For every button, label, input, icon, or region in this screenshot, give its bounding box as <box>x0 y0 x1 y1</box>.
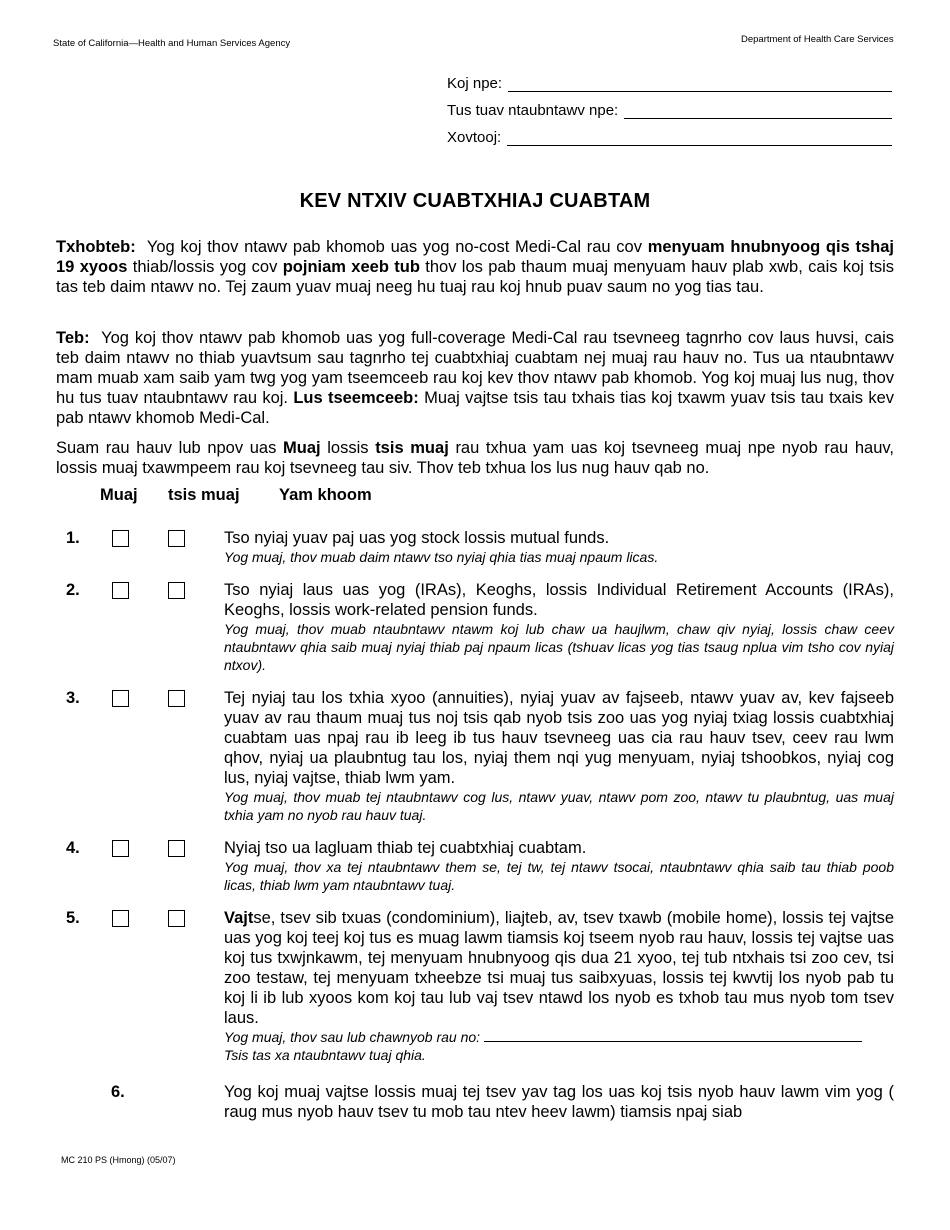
p2-text-c: Muaj vajtse tsis tau txhais tias koj txawm yuav tsis tau txais kev pab ntawv khomob Medi-Cal. <box>56 389 894 427</box>
p3-bold-b: Muaj <box>283 439 321 457</box>
p1-bold-d: pojniam xeeb tub <box>282 258 420 276</box>
item-text: Yog koj muaj vajtse lossis muaj tej tsev yav tag los uas koj tsis nyob hauv lawm vim yog ( raug mus nyob hauv tsev tu mob tau ntev heev lawm) tiamsis npaj siab <box>224 1083 894 1121</box>
item-text: Nyiaj tso ua lagluam thiab tej cuabtxhiaj cuabtam. <box>224 839 587 857</box>
address-input-line[interactable] <box>484 1029 862 1042</box>
phone-field <box>447 129 892 146</box>
yes-checkbox-3[interactable] <box>112 690 129 707</box>
department-header: Department of Health Care Services <box>741 34 894 45</box>
p1-text-a: Yog koj thov ntawv pab khomob uas yog no-cost Medi-Cal rau cov <box>146 238 642 256</box>
item-text: Tej nyiaj tau los txhia xyoo (annuities), nyiaj yuav av fajseeb, ntawv yuav av, kev fajseeb yuav av rau thaum muaj tus noj tsis qab nyob tsis zoo uas yog nyiaj txiag lossis cuabtxhiaj cuabtam uas npaj rau ib leeg ib tus hauv tsevneeg uas cia rau hauv tsev, ceev rau lwm qhov, nyiaj ua plaubntug tau los, nyiaj them nqi yug menyuam, nyiaj tshoobkos, nyiaj cog lus, nyiaj vajtse, thiab lwm yam. <box>224 689 894 787</box>
name-input-line[interactable] <box>508 77 892 92</box>
p3-text-a: Suam rau hauv lub npov uas <box>56 439 277 457</box>
item-number: 5. <box>66 909 80 927</box>
intro-paragraph-1 <box>56 237 894 297</box>
phone-input-line[interactable] <box>507 131 892 146</box>
p2-bold-b: Lus tseemceeb: <box>293 389 419 407</box>
yes-checkbox-4[interactable] <box>112 840 129 857</box>
item-note: Yog muaj, thov muab tej ntaubntawv cog lus, ntawv yuav, ntawv pom zoo, ntawv tu plaubntug, uas muaj txhia yam no nyob rau hauv tuaj. <box>224 789 894 823</box>
item-note-address <box>224 1028 894 1046</box>
item-note: Yog muaj, thov muab ntaubntawv ntawm koj lub chaw ua haujlwm, chaw qiv nyiaj, lossis chaw ceev ntaubntawv qhia saib muaj nyiaj thiab paj npaum licas (tshuav licas yog tias tsaug nplua vim tsho cov nyiaj ntxov). <box>224 621 894 673</box>
item-1 <box>224 528 894 566</box>
intro-paragraph-2 <box>56 328 894 428</box>
column-header-item: Yam khoom <box>279 486 372 504</box>
p2-text-a: Yog koj thov ntawv pab khomob uas yog full-coverage Medi-Cal rau tsevneeg tagnrho cov laus huvsi, cais teb daim ntawv no thiab yuavtsum sau tagnrho tej cuabtxhiaj cuabtam nej muaj rau hauv no. Tus ua ntaubntawv mam muab xam saib yam twg yog yam tseemceeb rau koj kev thov ntawv pab khomob. Yog koj muaj lus nug, thov hu tus tuav ntaubntawv rau koj. <box>56 329 894 407</box>
item-number: 1. <box>66 529 80 547</box>
item-number: 2. <box>66 581 80 599</box>
item-text: se, tsev sib txuas (condominium), liajteb, av, tsev txawb (mobile home), lossis tej vajtse uas yog koj teej koj tus es muag lawm tiamsis koj tseem nyob rau hauv, lossis tej vajtse uas koj tus txwjnkawm, tej menyuam hnubnyoog qis dua 21 xyoo, tej tub ntxhais tsi zoo cev, tsi zoo testaw, tej menyuam txheebze tsi muaj tus saibxyuas, lossis tej kwvtij los nyob pab tu koj li ib lub xyoos kom koj tau lub vaj tsev ntawd los nyob es txhob tau mus nyob tom tsev laus. <box>224 909 894 1027</box>
p3-text-c: lossis <box>327 439 369 457</box>
item-3 <box>224 688 894 824</box>
item-text-bold: Vajt <box>224 909 254 927</box>
address-label: Yog muaj, thov sau lub chawnyob rau no: <box>224 1029 481 1045</box>
item-number: 3. <box>66 689 80 707</box>
yes-checkbox-5[interactable] <box>112 910 129 927</box>
column-header-no: tsis muaj <box>168 486 240 504</box>
item-note-2: Tsis tas xa ntaubntawv tuaj qhia. <box>224 1047 426 1063</box>
no-checkbox-2[interactable] <box>168 582 185 599</box>
p3-text-e: rau txhua yam uas koj tsevneeg muaj npe nyob rau hauv, lossis muaj txawmpeem rau koj tsevneeg tau siv. Thov teb txhua los lus nug hauv qab no. <box>56 439 894 477</box>
form-footer: MC 210 PS (Hmong) (05/07) <box>61 1155 176 1165</box>
case-field <box>447 102 892 119</box>
item-4 <box>224 838 894 894</box>
column-header-yes: Muaj <box>100 486 138 504</box>
yes-checkbox-2[interactable] <box>112 582 129 599</box>
item-number: 4. <box>66 839 80 857</box>
page-title: KEV NTXIV CUABTXHIAJ CUABTAM <box>299 190 651 212</box>
p1-text-e: thov los pab thaum muaj menyuam hauv plab xwb, cais koj tsis tas teb daim ntawv no. Tej zaum yuav muaj neeg hu tuaj rau koj hnub puav saum no yog tias tau. <box>56 258 895 296</box>
case-label: Tus tuav ntaubntawv npe: <box>447 102 619 119</box>
item-note: Yog muaj, thov xa tej ntaubntawv them se, tej tw, tej ntawv tsocai, ntaubntawv qhia saib tau thiab poob licas, thiab lwm yam ntaubntawv tuaj. <box>224 859 894 893</box>
item-text: Tso nyiaj yuav paj uas yog stock lossis mutual funds. <box>224 529 610 547</box>
name-field <box>447 75 892 92</box>
p1-label: Txhobteb: <box>56 238 136 256</box>
item-6 <box>224 1082 894 1122</box>
p1-text-c: thiab/lossis yog cov <box>132 258 278 276</box>
p1-bold-b: menyuam hnubnyoog qis tshaj 19 xyoos <box>56 238 894 276</box>
name-label: Koj npe: <box>447 75 503 92</box>
phone-label: Xovtooj: <box>447 129 502 146</box>
intro-paragraph-3 <box>56 438 894 478</box>
p3-bold-d: tsis muaj <box>375 439 449 457</box>
no-checkbox-3[interactable] <box>168 690 185 707</box>
item-number: 6. <box>111 1083 125 1101</box>
no-checkbox-5[interactable] <box>168 910 185 927</box>
item-text: Tso nyiaj laus uas yog (IRAs), Keoghs, lossis Individual Retirement Accounts (IRAs), Keoghs, lossis work-related pension funds. <box>224 581 894 619</box>
item-note: Yog muaj, thov muab daim ntawv tso nyiaj qhia tias muaj npaum licas. <box>224 549 659 565</box>
p2-label: Teb: <box>56 329 90 347</box>
agency-header: State of California—Health and Human Services Agency <box>53 38 291 49</box>
item-2 <box>224 580 894 674</box>
no-checkbox-1[interactable] <box>168 530 185 547</box>
item-5 <box>224 908 894 1064</box>
case-input-line[interactable] <box>624 104 892 119</box>
yes-checkbox-1[interactable] <box>112 530 129 547</box>
no-checkbox-4[interactable] <box>168 840 185 857</box>
